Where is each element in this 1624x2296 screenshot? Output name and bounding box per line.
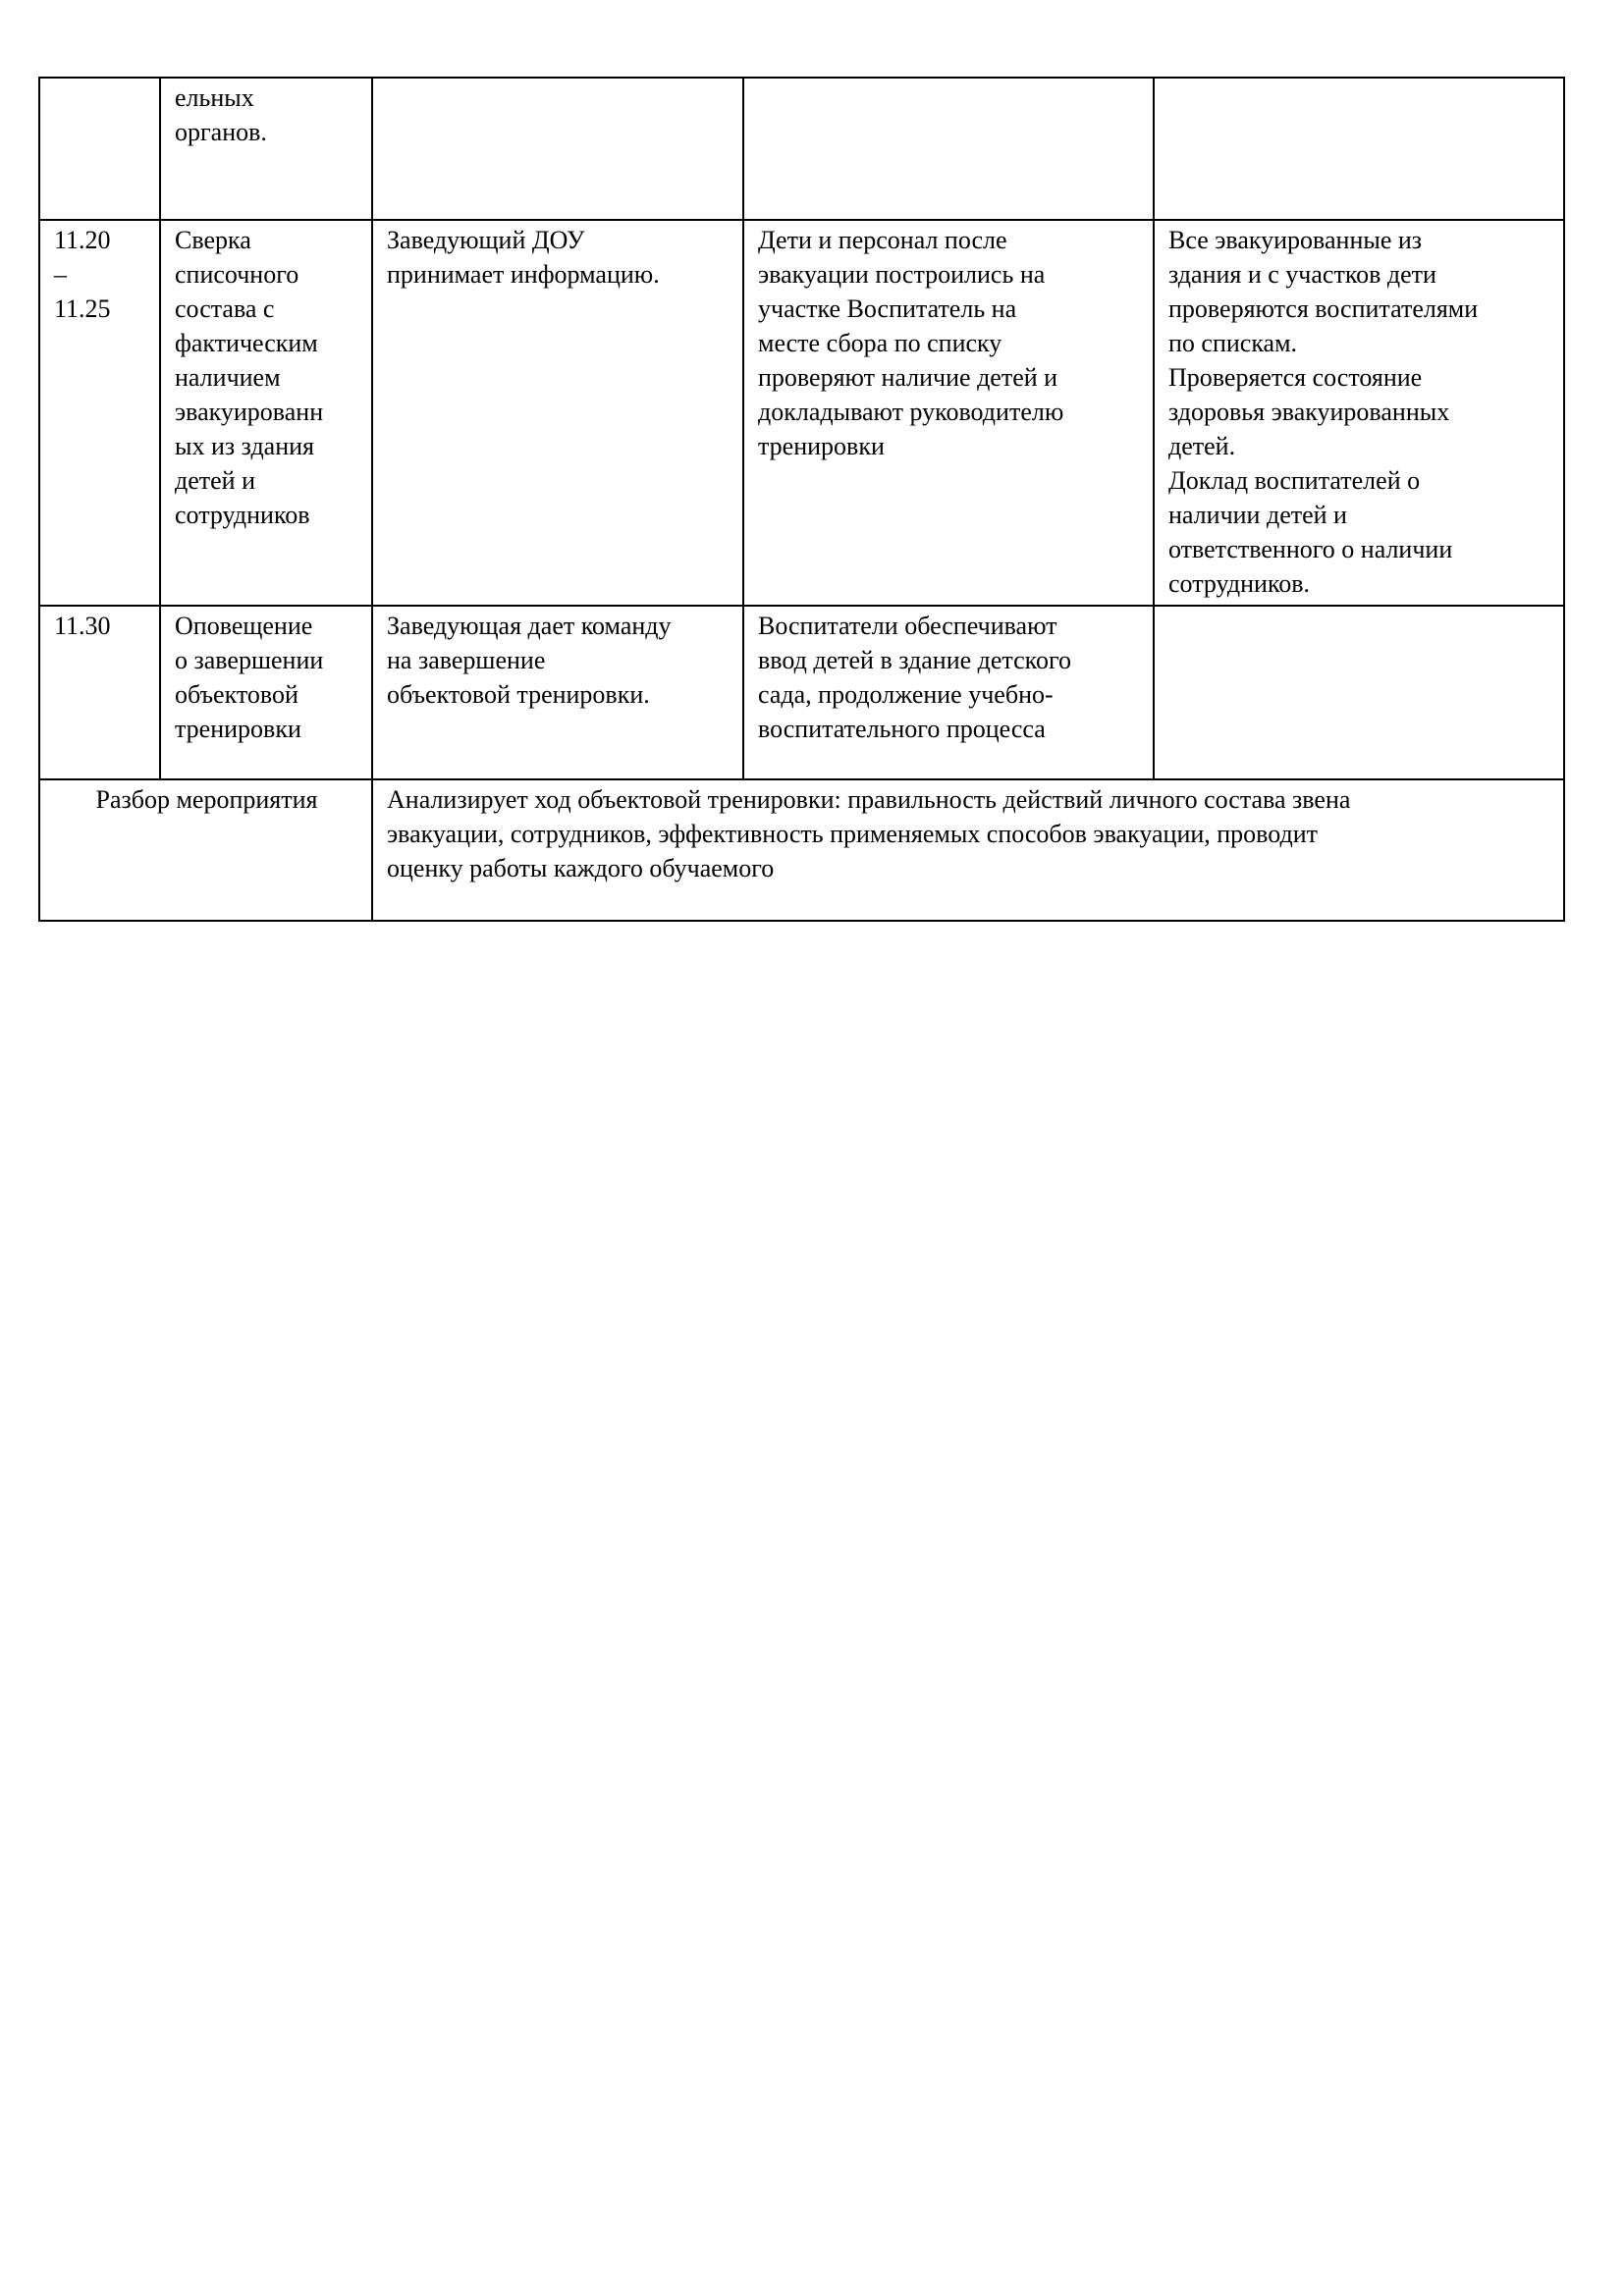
cell-line: здания и с участков дети bbox=[1168, 260, 1436, 289]
cell-line: эвакуации построились на bbox=[758, 260, 1046, 289]
cell-line: сотрудников. bbox=[1168, 569, 1311, 598]
cell-line: Анализирует ход объектовой тренировки: правильность действий личного состава звена bbox=[387, 785, 1351, 814]
cell-line: докладывают руководителю bbox=[758, 398, 1064, 426]
cell-line: оценку работы каждого обучаемого bbox=[387, 854, 775, 882]
cell-line: Заведующая дает команду bbox=[387, 612, 672, 640]
time-cell bbox=[39, 78, 160, 220]
cell-line: 11.20 bbox=[54, 226, 111, 254]
cell-line: Оповещение bbox=[175, 612, 313, 640]
manager-cell bbox=[372, 606, 743, 779]
cell-line: наличием bbox=[175, 363, 281, 392]
cell-line: списочного bbox=[175, 260, 299, 289]
cell-line: на завершение bbox=[387, 646, 546, 674]
cell-line: участке Воспитатель на bbox=[758, 294, 1017, 323]
cell-line: о завершении bbox=[175, 646, 324, 674]
cell-line: наличии детей и bbox=[1168, 501, 1347, 529]
cell-line: 11.25 bbox=[54, 294, 111, 323]
cell-line: Заведующий ДОУ bbox=[387, 226, 585, 254]
cell-line: по спискам. bbox=[1168, 329, 1298, 357]
table-row bbox=[39, 220, 1564, 606]
actions-cell bbox=[743, 78, 1154, 220]
cell-line: проверяются воспитателями bbox=[1168, 294, 1479, 323]
cell-line: эвакуированн bbox=[175, 398, 324, 426]
cell-line: сотрудников bbox=[175, 501, 310, 529]
manager-cell bbox=[372, 220, 743, 606]
manager-cell bbox=[372, 78, 743, 220]
time-cell bbox=[39, 606, 160, 779]
cell-line: Дети и персонал после bbox=[758, 226, 1007, 254]
cell-line: ельных bbox=[175, 83, 254, 112]
cell-line: Доклад воспитателей о bbox=[1168, 466, 1421, 495]
cell-line: тренировки bbox=[175, 715, 301, 743]
cell-line: принимает информацию. bbox=[387, 260, 660, 289]
table-row bbox=[39, 78, 1564, 220]
schedule-table bbox=[38, 77, 1565, 922]
cell-line: состава с bbox=[175, 294, 275, 323]
event-cell bbox=[160, 220, 372, 606]
actions-cell bbox=[743, 220, 1154, 606]
cell-line: 11.30 bbox=[54, 612, 111, 640]
cell-line: Проверяется состояние bbox=[1168, 363, 1423, 392]
cell-line: детей и bbox=[175, 466, 255, 495]
cell-line: ых из здания bbox=[175, 432, 315, 460]
cell-line: Воспитатели обеспечивают bbox=[758, 612, 1057, 640]
cell-line: объектовой тренировки. bbox=[387, 680, 650, 709]
cell-line: сада, продолжение учебно- bbox=[758, 680, 1054, 709]
event-cell bbox=[160, 606, 372, 779]
summary-row bbox=[39, 779, 1564, 921]
summary-label-text: Разбор мероприятия bbox=[95, 785, 318, 814]
cell-line: фактическим bbox=[175, 329, 318, 357]
event-cell bbox=[160, 78, 372, 220]
cell-line: объектовой bbox=[175, 680, 298, 709]
cell-line: Сверка bbox=[175, 226, 251, 254]
summary-label bbox=[39, 779, 372, 921]
cell-line: тренировки bbox=[758, 432, 885, 460]
notes-cell bbox=[1154, 220, 1564, 606]
cell-line: проверяют наличие детей и bbox=[758, 363, 1058, 392]
cell-line: – bbox=[54, 260, 67, 289]
table-row bbox=[39, 606, 1564, 779]
cell-line: эвакуации, сотрудников, эффективность применяемых способов эвакуации, проводит bbox=[387, 820, 1319, 848]
cell-line: месте сбора по списку bbox=[758, 329, 1002, 357]
summary-text-cell bbox=[372, 779, 1564, 921]
notes-cell bbox=[1154, 78, 1564, 220]
cell-line: органов. bbox=[175, 118, 267, 146]
time-cell bbox=[39, 220, 160, 606]
cell-line: здоровья эвакуированных bbox=[1168, 398, 1450, 426]
cell-line: Все эвакуированные из bbox=[1168, 226, 1423, 254]
cell-line: воспитательного процесса bbox=[758, 715, 1046, 743]
cell-line: детей. bbox=[1168, 432, 1236, 460]
actions-cell bbox=[743, 606, 1154, 779]
notes-cell bbox=[1154, 606, 1564, 779]
cell-line: ввод детей в здание детского bbox=[758, 646, 1071, 674]
cell-line: ответственного о наличии bbox=[1168, 535, 1453, 563]
